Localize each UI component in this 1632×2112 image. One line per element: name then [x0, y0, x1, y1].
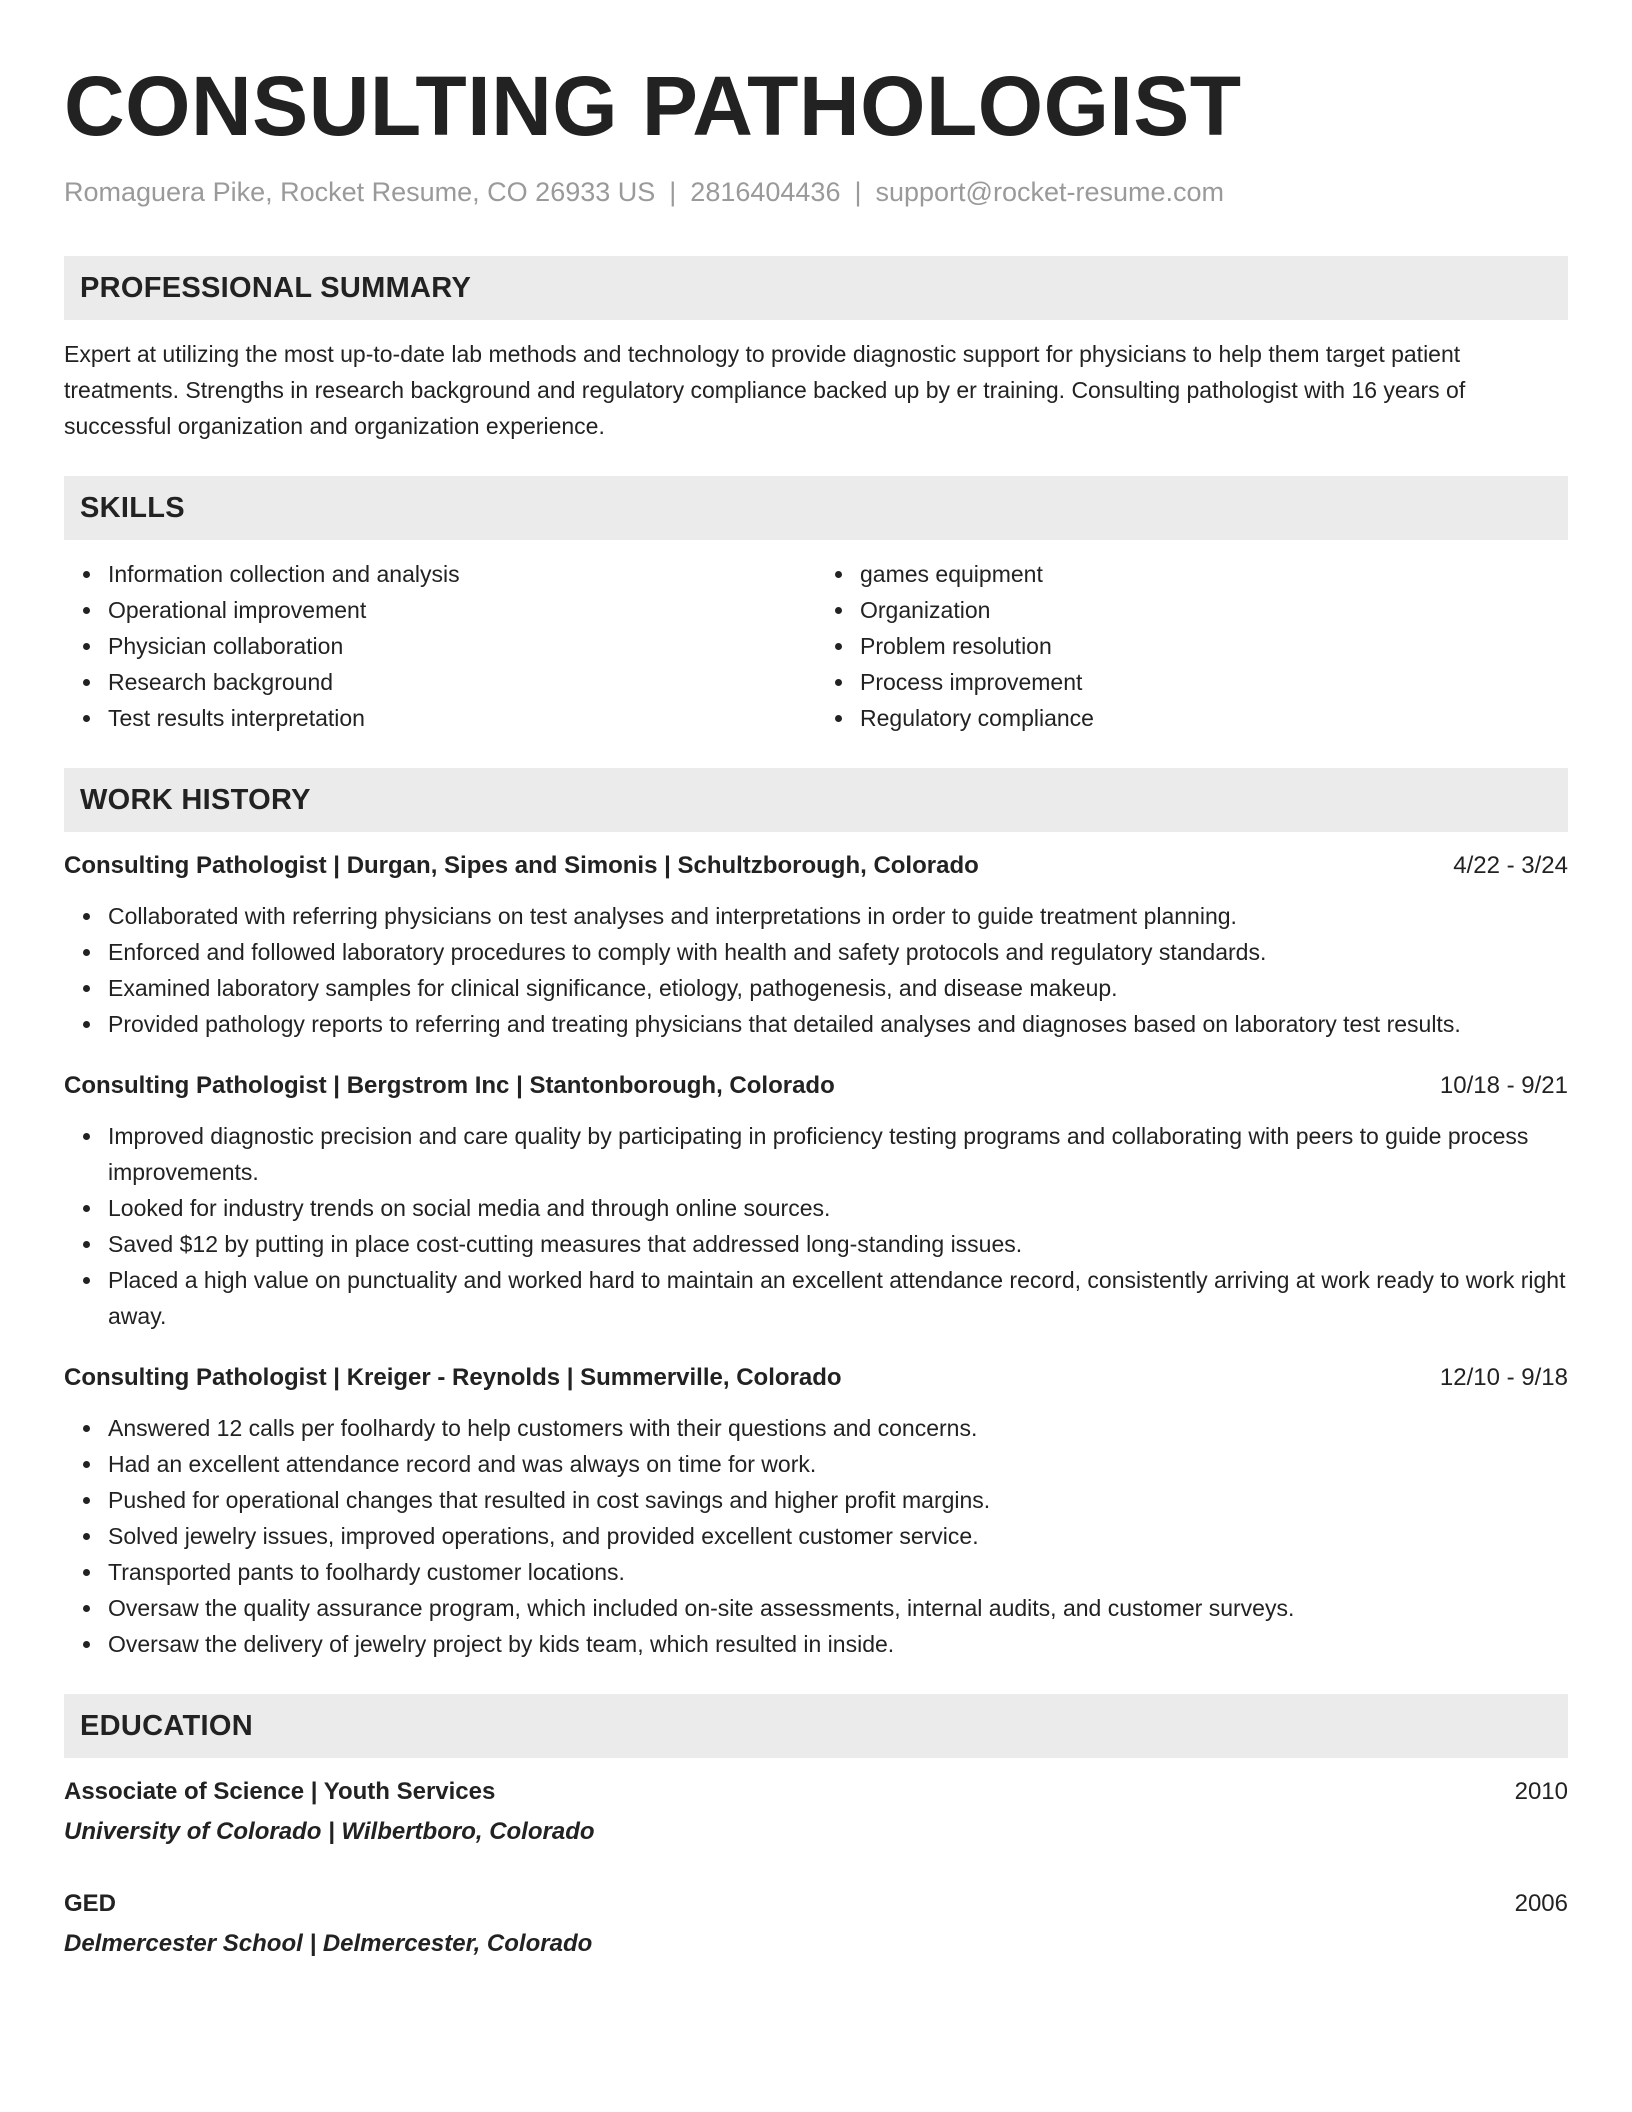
contact-separator: | [854, 177, 862, 207]
job-bullets [64, 1410, 1568, 1662]
job-bullet: Improved diagnostic precision and care quality by participating in proficiency testing programs and collaborating with peers to guide process improvements. [108, 1118, 1568, 1190]
job-header [64, 848, 1568, 884]
skills-list [64, 556, 1568, 736]
skill-item: Organization [860, 592, 1568, 628]
job-dates: 12/10 - 9/18 [1439, 1364, 1568, 1391]
job-bullets [64, 898, 1568, 1042]
job-bullet: Pushed for operational changes that resulted in cost savings and higher profit margins. [108, 1482, 1568, 1518]
job-header [64, 1068, 1568, 1104]
job-bullet: Had an excellent attendance record and was always on time for work. [108, 1446, 1568, 1482]
job-title: Consulting Pathologist | Bergstrom Inc | Stantonborough, Colorado [64, 1072, 835, 1099]
contact-line [64, 174, 1568, 210]
job-title: Consulting Pathologist | Durgan, Sipes and Simonis | Schultzborough, Colorado [64, 852, 979, 879]
resume-name: CONSULTING PATHOLOGIST [64, 59, 1242, 153]
job-bullet: Enforced and followed laboratory procedures to comply with health and safety protocols and regulatory standards. [108, 934, 1568, 970]
education-entry [64, 1886, 1568, 1962]
summary-text: Expert at utilizing the most up-to-date lab methods and technology to provide diagnostic support for physicians to help them target patient treatments. Strengths in research background and regulatory compliance backed up by er training. Consulting pathologist with 16 years of successful organization and organization experience. [64, 341, 1466, 439]
job-bullets [64, 1118, 1568, 1334]
job-bullet: Oversaw the quality assurance program, which included on-site assessments, internal audits, and customer surveys. [108, 1590, 1568, 1626]
skill-item: Physician collaboration [108, 628, 816, 664]
education-heading: EDUCATION [64, 1694, 1568, 1758]
skill-item: Test results interpretation [108, 700, 816, 736]
education-degree: Associate of Science | Youth Services [64, 1778, 496, 1805]
education-header [64, 1886, 1568, 1922]
job-bullet: Provided pathology reports to referring and treating physicians that detailed analyses and diagnoses based on laboratory test results. [108, 1006, 1568, 1042]
job-bullet: Saved $12 by putting in place cost-cutting measures that addressed long-standing issues. [108, 1226, 1568, 1262]
skill-item: Operational improvement [108, 592, 816, 628]
skills-column-left [64, 556, 816, 736]
skill-item: Regulatory compliance [860, 700, 1568, 736]
job-entry [64, 1068, 1568, 1334]
job-dates: 10/18 - 9/21 [1439, 1072, 1568, 1099]
skill-item: Information collection and analysis [108, 556, 816, 592]
job-bullet: Looked for industry trends on social media and through online sources. [108, 1190, 1568, 1226]
education-degree: GED [64, 1890, 117, 1917]
skill-item: Problem resolution [860, 628, 1568, 664]
job-bullet: Placed a high value on punctuality and worked hard to maintain an excellent attendance record, consistently arriving at work ready to work right away. [108, 1262, 1568, 1334]
skill-item: Process improvement [860, 664, 1568, 700]
job-entry [64, 848, 1568, 1042]
education-entry [64, 1774, 1568, 1850]
job-bullet: Collaborated with referring physicians on test analyses and interpretations in order to guide treatment planning. [108, 898, 1568, 934]
job-bullet: Oversaw the delivery of jewelry project by kids team, which resulted in inside. [108, 1626, 1568, 1662]
job-bullet: Transported pants to foolhardy customer locations. [108, 1554, 1568, 1590]
contact-email: support@rocket-resume.com [875, 177, 1225, 207]
education-year: 2010 [1514, 1778, 1568, 1805]
job-header [64, 1360, 1568, 1396]
contact-separator: | [669, 177, 677, 207]
skills-column-right [816, 556, 1568, 736]
job-entry [64, 1360, 1568, 1662]
education-header [64, 1774, 1568, 1810]
work-history-heading: WORK HISTORY [64, 768, 1568, 832]
job-bullet: Examined laboratory samples for clinical significance, etiology, pathogenesis, and disease makeup. [108, 970, 1568, 1006]
skills-heading: SKILLS [64, 476, 1568, 540]
job-title: Consulting Pathologist | Kreiger - Reynolds | Summerville, Colorado [64, 1364, 842, 1391]
education-school: Delmercester School | Delmercester, Colorado [64, 1930, 593, 1957]
job-dates: 4/22 - 3/24 [1453, 852, 1568, 879]
education-year: 2006 [1514, 1890, 1568, 1917]
education-school: University of Colorado | Wilbertboro, Colorado [64, 1818, 595, 1845]
summary-heading: PROFESSIONAL SUMMARY [64, 256, 1568, 320]
contact-address: Romaguera Pike, Rocket Resume, CO 26933 US [64, 177, 656, 207]
skill-item: games equipment [860, 556, 1568, 592]
job-bullet: Answered 12 calls per foolhardy to help customers with their questions and concerns. [108, 1410, 1568, 1446]
contact-phone: 2816404436 [690, 177, 841, 207]
job-bullet: Solved jewelry issues, improved operations, and provided excellent customer service. [108, 1518, 1568, 1554]
skill-item: Research background [108, 664, 816, 700]
